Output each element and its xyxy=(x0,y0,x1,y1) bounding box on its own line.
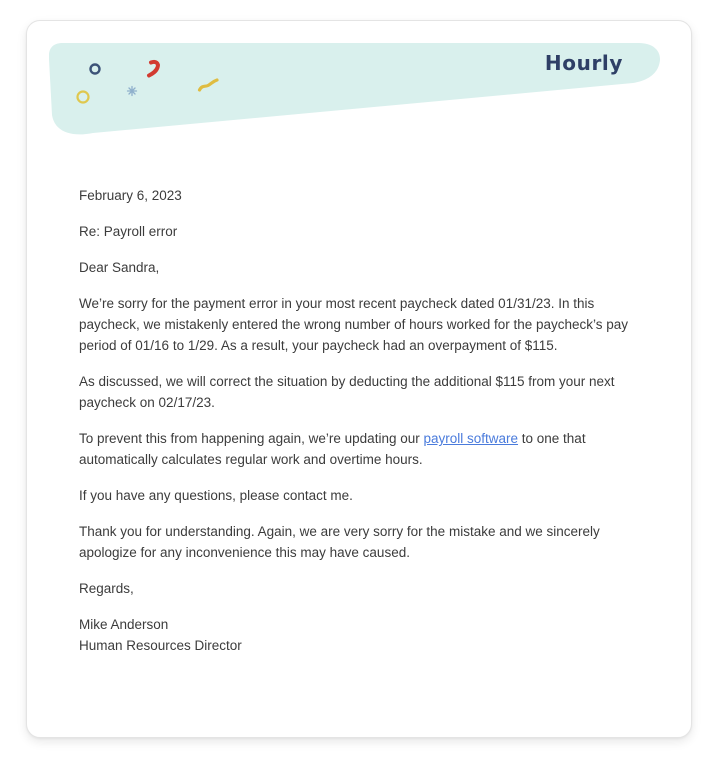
paragraph-3-text-before: To prevent this from happening again, we’re updating our xyxy=(79,431,424,446)
letter-paragraph-2: As discussed, we will correct the situation by deducting the additional $115 from your next paycheck on 02/17/23. xyxy=(79,374,615,410)
letter-date: February 6, 2023 xyxy=(79,188,182,203)
letter-card xyxy=(26,20,692,738)
payroll-software-link[interactable]: payroll software xyxy=(423,431,519,446)
letter-subject: Re: Payroll error xyxy=(79,224,178,239)
letter-closing: Regards, xyxy=(79,581,134,596)
letter-paragraph-1: We’re sorry for the payment error in your most recent paycheck dated 01/31/23. In this paycheck, we mistakenly entered the wrong number of hours worked for the paycheck’s pay period of 01/16 to 1/29. As a result, your paycheck had an overpayment of $115. xyxy=(79,296,629,353)
sparkle-icon xyxy=(128,87,137,96)
letter-salutation: Dear Sandra, xyxy=(79,260,160,275)
signature-name: Mike Anderson xyxy=(79,617,169,632)
letter-body xyxy=(79,185,645,656)
paragraph-3-text-after: to one that automatically calculates regular work and overtime hours. xyxy=(79,431,586,467)
hourly-logo: Hourly xyxy=(544,51,623,75)
letter-paragraph-4: If you have any questions, please contact me. xyxy=(79,488,353,503)
letter-paragraph-3 xyxy=(79,428,645,470)
letter-paragraph-5: Thank you for understanding. Again, we are very sorry for the mistake and we sincerely apologize for any inconvenience this may have caused. xyxy=(79,524,600,560)
signature-title: Human Resources Director xyxy=(79,638,242,653)
header-banner xyxy=(49,43,669,139)
